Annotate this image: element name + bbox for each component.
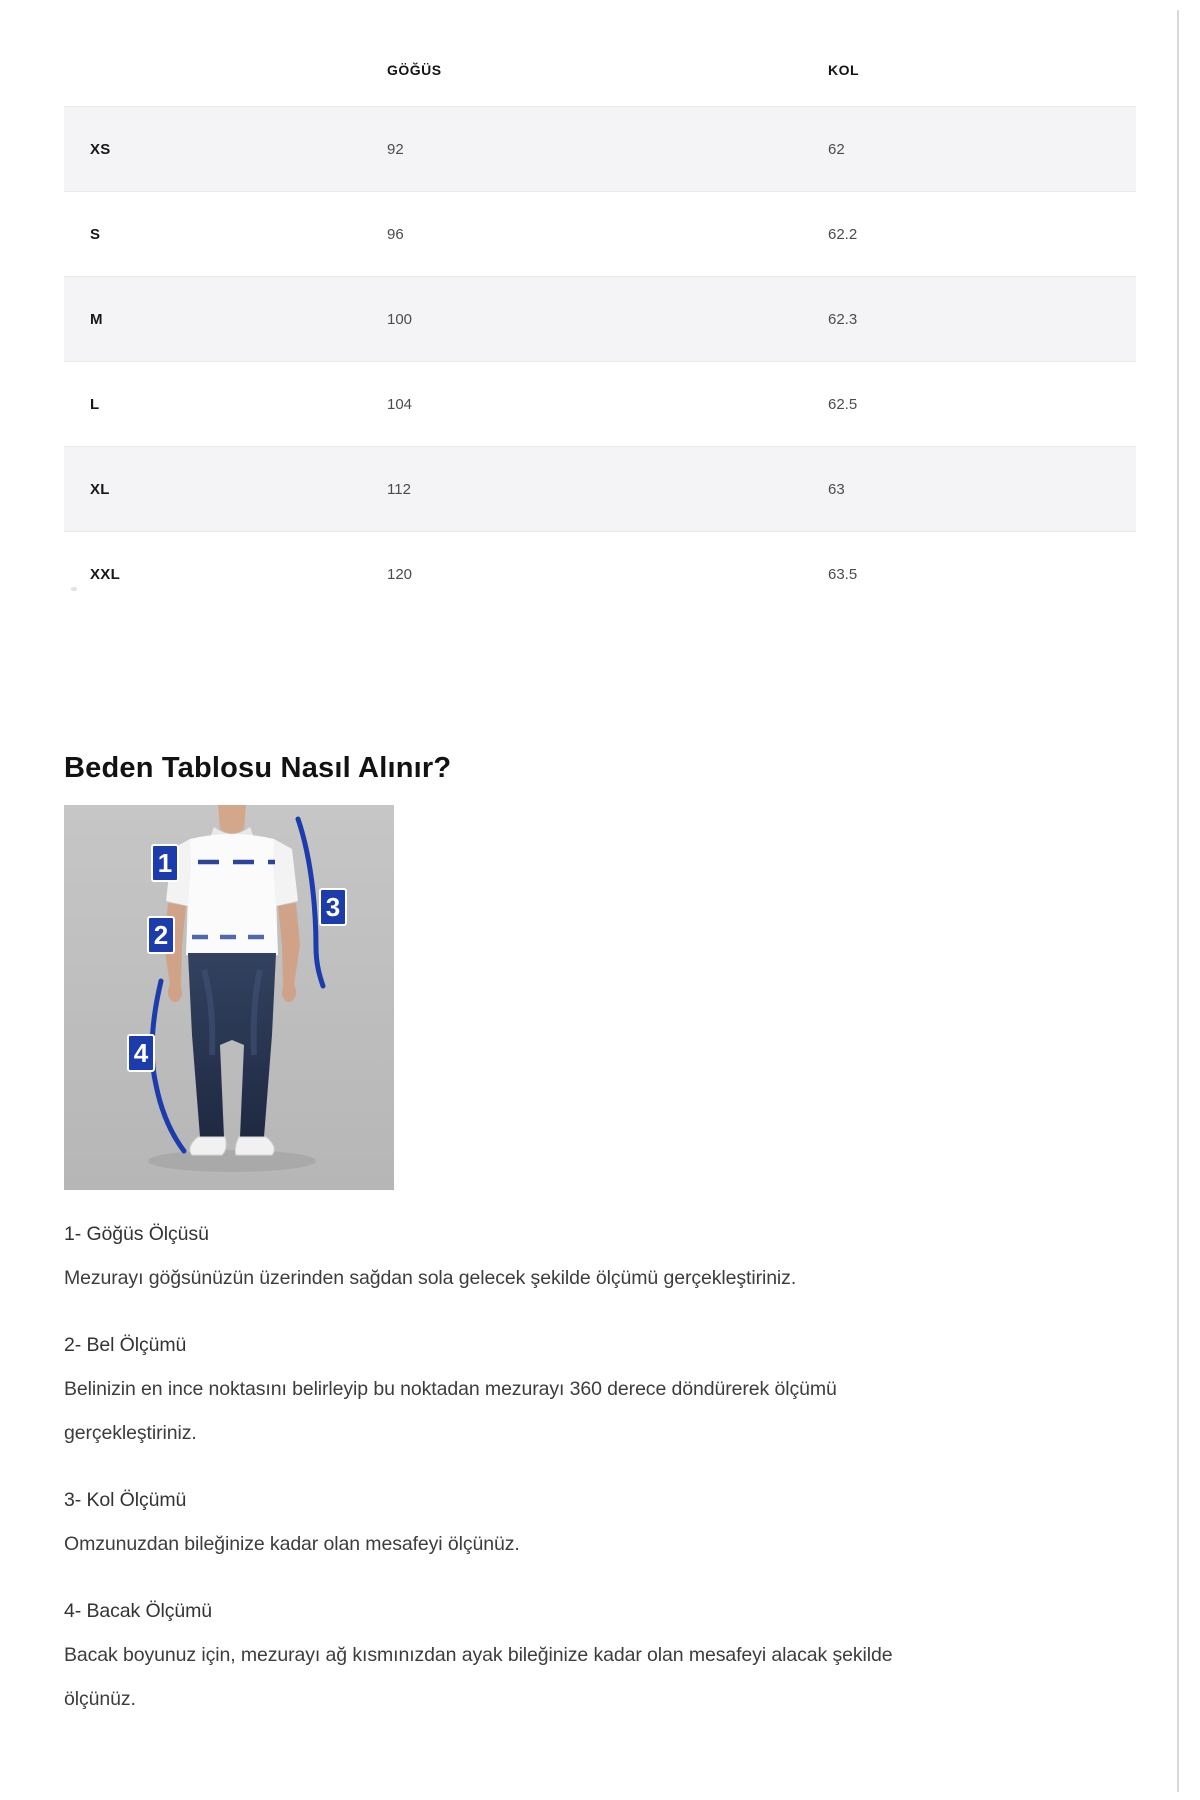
measurement-figure: [64, 805, 394, 1190]
table-row: [64, 532, 1136, 617]
section-body: Belinizin en ince noktasını belirleyip bu noktadan mezurayı 360 derece döndürerek ölçümü gerçekleştiriniz.: [64, 1378, 837, 1444]
section-title: 3- Kol Ölçümü: [64, 1489, 187, 1511]
table-header-arm: KOL: [827, 34, 1136, 107]
arm-cell: 63.5: [827, 532, 1136, 617]
marker-badge-3: [320, 889, 346, 925]
marker-badge-1: [152, 845, 178, 881]
section-body: Mezurayı göğsünüzün üzerinden sağdan sola gelecek şekilde ölçümü gerçekleştiriniz.: [64, 1267, 797, 1289]
chest-cell: 120: [386, 532, 827, 617]
arm-cell: 62.2: [827, 192, 1136, 277]
page-edge-divider: [1177, 10, 1179, 1792]
chest-cell: 96: [386, 192, 827, 277]
table-header-row: [64, 34, 1136, 107]
instruction-section: [64, 1212, 1064, 1300]
stray-mark: [71, 587, 77, 591]
chest-cell: 100: [386, 277, 827, 362]
instruction-section: [64, 1323, 1064, 1455]
arm-cell: 62.5: [827, 362, 1136, 447]
guide-title: Beden Tablosu Nasıl Alınır?: [64, 752, 452, 785]
table-row: [64, 107, 1136, 192]
size-table: [64, 34, 1136, 616]
arm-cell: 62.3: [827, 277, 1136, 362]
size-cell: XS: [64, 107, 386, 192]
section-title: 2- Bel Ölçümü: [64, 1334, 187, 1356]
size-cell: L: [64, 362, 386, 447]
section-title: 1- Göğüs Ölçüsü: [64, 1223, 209, 1245]
size-cell: M: [64, 277, 386, 362]
table-row: [64, 447, 1136, 532]
size-cell: XL: [64, 447, 386, 532]
chest-cell: 112: [386, 447, 827, 532]
model-photo: [64, 805, 394, 1190]
instruction-section: [64, 1478, 1064, 1566]
table-header-chest: GÖĞÜS: [386, 34, 827, 107]
marker-badge-4: [128, 1035, 154, 1071]
section-title: 4- Bacak Ölçümü: [64, 1600, 213, 1622]
floor-shadow: [148, 1150, 316, 1172]
marker-badge-2: [148, 917, 174, 953]
marker-number-1: 1: [157, 848, 173, 878]
size-cell: XXL: [64, 532, 386, 617]
table-row: [64, 362, 1136, 447]
table-header-size: [64, 34, 386, 107]
arm-cell: 63: [827, 447, 1136, 532]
measurement-instructions: [64, 1212, 1064, 1744]
size-cell: S: [64, 192, 386, 277]
instruction-section: [64, 1589, 1064, 1721]
chest-cell: 104: [386, 362, 827, 447]
marker-number-3: 3: [325, 892, 341, 922]
marker-number-2: 2: [153, 920, 169, 950]
chest-cell: 92: [386, 107, 827, 192]
section-body: Bacak boyunuz için, mezurayı ağ kısmınızdan ayak bileğinize kadar olan mesafeyi alacak şekilde ölçünüz.: [64, 1644, 893, 1710]
table-row: [64, 192, 1136, 277]
arm-cell: 62: [827, 107, 1136, 192]
table-row: [64, 277, 1136, 362]
marker-number-4: 4: [133, 1038, 149, 1068]
section-body: Omzunuzdan bileğinize kadar olan mesafeyi ölçünüz.: [64, 1533, 520, 1555]
